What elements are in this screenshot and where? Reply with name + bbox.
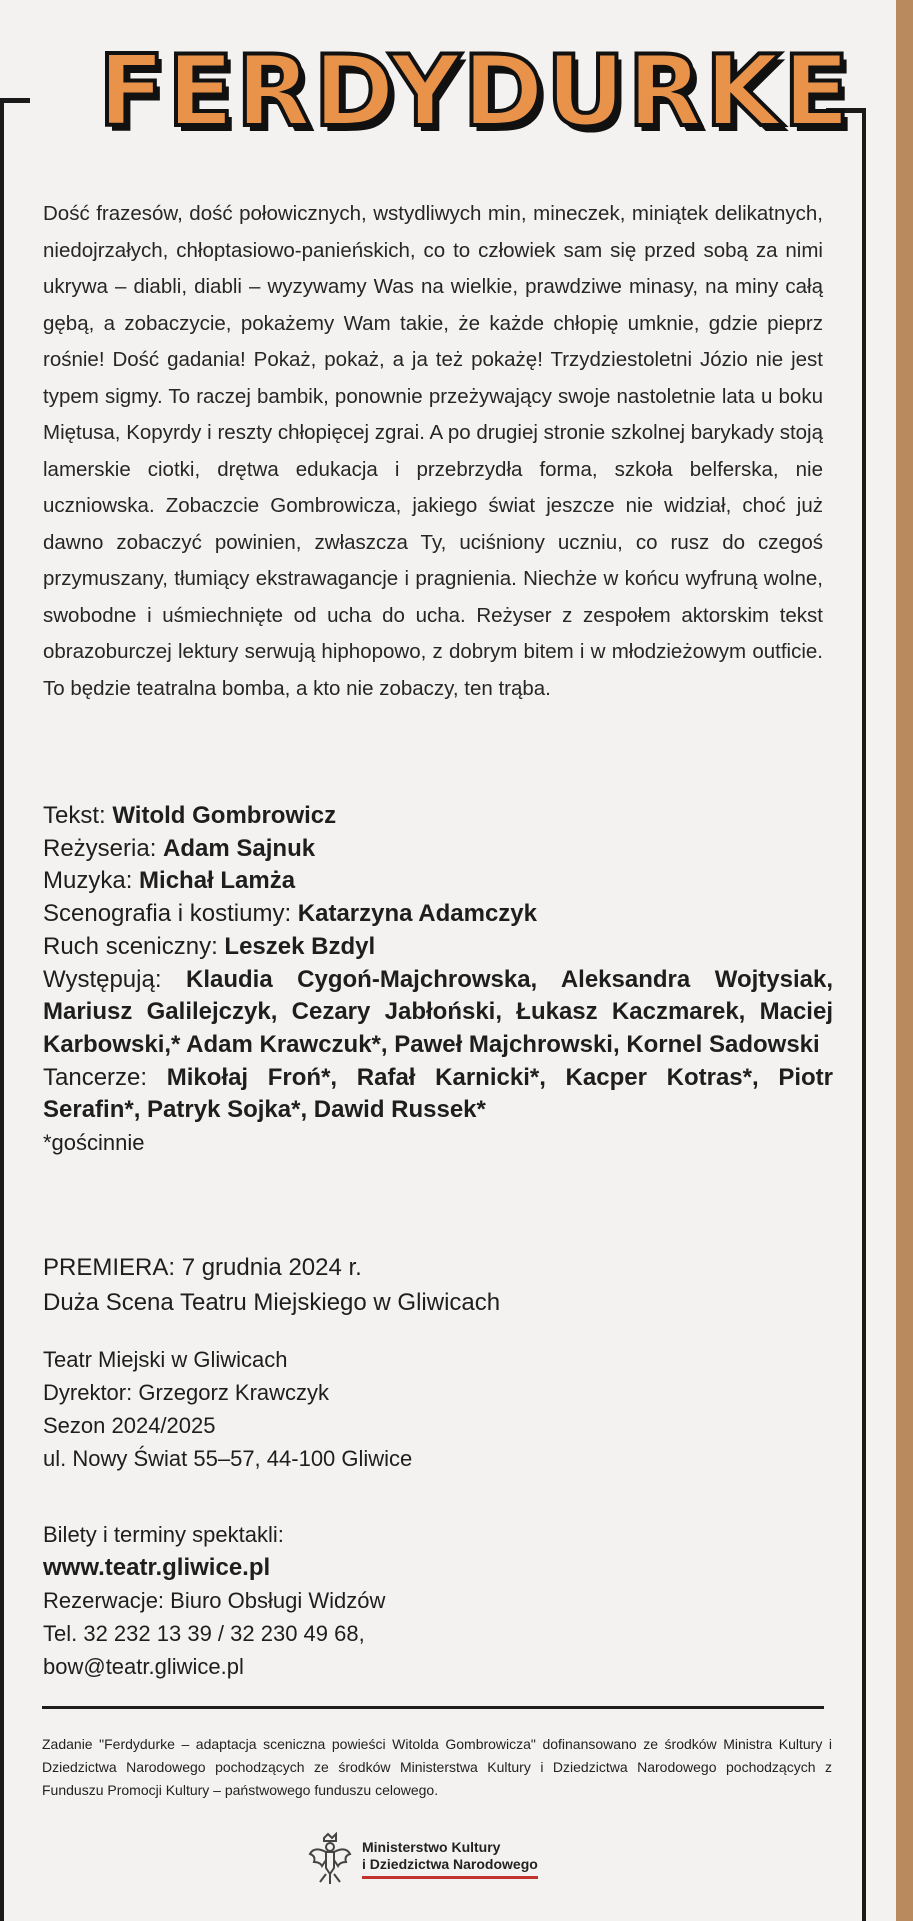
intro-paragraph: Dość frazesów, dość połowicznych, wstydliwych min, mineczek, miniątek delikatnych, niedojrzałych, chłoptasiowo-panieńskich, co to człowiek sam się przed sobą za nimi ukrywa – diabli, diabli – wyzywamy Was na wielkie, prawdziwe minasy, na miny całą gębą, a zobaczycie, pokażemy Wam takie, że każde chłopię umknie, gdzie pieprz rośnie! Dość gadania! Pokaż, pokaż, a ja też pokażę! Trzydziestoletni Józio nie jest typem sigmy. To raczej bambik, ponownie przeżywający swoje nastoletnie lata u boku Miętusa, Kopyrdy i reszty chłopięcej zgrai. A po drugiej stronie szkolnej barykady stoją lamerskie ciotki, drętwa edukacja i przebrzydła forma, szkoła belferska, nie uczniowska. Zobaczcie Gombrowicza, jakiego świat jeszcze nie widział, choć już dawno zobaczyć powinien, zwłaszcza Ty, uciśniony uczniu, co rusz do czegoś przymuszany, tłumiący ekstrawagancje i pragnienia. Niechże w końcu wyfruną wolne, swobodne i uśmiechnięte od ucha do ucha. Reżyser z zespołem aktorskim tekst obrazoburczej lektury serwują hiphopowo, z dobrym bitem i w młodzieżowym outficie. To będzie teatralna bomba, a kto nie zobaczy, ten trąba. <box>43 202 823 700</box>
premiere-date: PREMIERA: 7 grudnia 2024 r. <box>43 1254 362 1281</box>
tickets-heading: Bilety i terminy spektakli: <box>43 1522 284 1547</box>
ministry-text <box>362 1839 538 1879</box>
credit-value: Michał Lamża <box>139 867 296 895</box>
credit-value: Witold Gombrowicz <box>112 802 337 829</box>
theatre-season: Sezon 2024/2025 <box>43 1413 216 1438</box>
divider <box>42 1706 824 1709</box>
credit-label: Ruch sceniczny: <box>43 932 225 960</box>
ministry-accent-bar <box>362 1876 538 1879</box>
credit-dancers <box>43 1062 833 1127</box>
credit-value: Katarzyna Adamczyk <box>297 900 537 928</box>
credit-text <box>43 800 833 833</box>
frame-corner-left <box>0 98 30 1921</box>
credit-label: Muzyka: <box>43 867 140 895</box>
credit-value: Mikołaj Froń*, Rafał Karnicki*, Kacper Kotras*, Piotr Serafin*, Patryk Sojka*, Dawid Russek* <box>43 1063 833 1124</box>
eagle-emblem-icon <box>306 1832 354 1886</box>
credit-label: Scenografia i kostiumy: <box>43 900 298 928</box>
credit-value: Klaudia Cygoń-Majchrowska, Aleksandra Wojtysiak, Mariusz Galilejczyk, Cezary Jabłoński, Łukasz Kaczmarek, Maciej Karbowski,* Adam Krawczuk*, Paweł Majchrowski, Kornel Sadowski <box>43 965 833 1058</box>
website-link[interactable]: www.teatr.gliwice.pl <box>43 1554 271 1581</box>
credit-cast <box>43 964 833 1062</box>
credit-movement <box>43 931 833 964</box>
credit-design <box>43 898 833 931</box>
theatre-name: Teatr Miejski w Gliwicach <box>43 1347 288 1372</box>
phone-numbers: Tel. 32 232 13 39 / 32 230 49 68, <box>43 1621 365 1646</box>
reservation-text: Rezerwacje: Biuro Obsługi Widzów <box>43 1588 386 1613</box>
ministry-logo <box>306 1832 538 1886</box>
tickets-info <box>43 1518 823 1683</box>
funding-note: Zadanie "Ferdydurke – adaptacja sceniczna powieści Witolda Gombrowicza" dofinansowano ze środków Ministra Kultury i Dziedzictwa Narodowego pochodzących ze środków Ministerstwa Kultury i Dziedzictwa Narodowego pochodzących z Funduszu Promocji Kultury – państwowego funduszu celowego. <box>42 1736 832 1798</box>
credit-label: Tekst: <box>43 802 113 829</box>
theatre-info <box>43 1343 823 1475</box>
credit-value: Adam Sajnuk <box>163 834 316 862</box>
email-link[interactable]: bow@teatr.gliwice.pl <box>43 1654 244 1679</box>
credit-label: Występują: <box>43 965 186 993</box>
theatre-director: Dyrektor: Grzegorz Krawczyk <box>43 1380 330 1405</box>
credit-label: Tancerze: <box>43 1063 167 1091</box>
premiere-venue: Duża Scena Teatru Miejskiego w Gliwicach <box>43 1289 501 1316</box>
premiere-block <box>43 1250 823 1320</box>
guest-note: *gościnnie <box>43 1130 145 1156</box>
ministry-name-line1: Ministerstwo Kultury <box>362 1839 501 1855</box>
credit-label: Reżyseria: <box>43 834 164 862</box>
credits-block <box>43 800 833 1160</box>
ministry-name-line2: i Dziedzictwa Narodowego <box>362 1856 538 1872</box>
play-title: FERDYDURKE <box>98 35 852 149</box>
credit-music <box>43 865 833 898</box>
theatre-address: ul. Nowy Świat 55–57, 44-100 Gliwice <box>43 1446 413 1471</box>
credit-direction <box>43 833 833 866</box>
credit-value: Leszek Bzdyl <box>224 932 376 960</box>
